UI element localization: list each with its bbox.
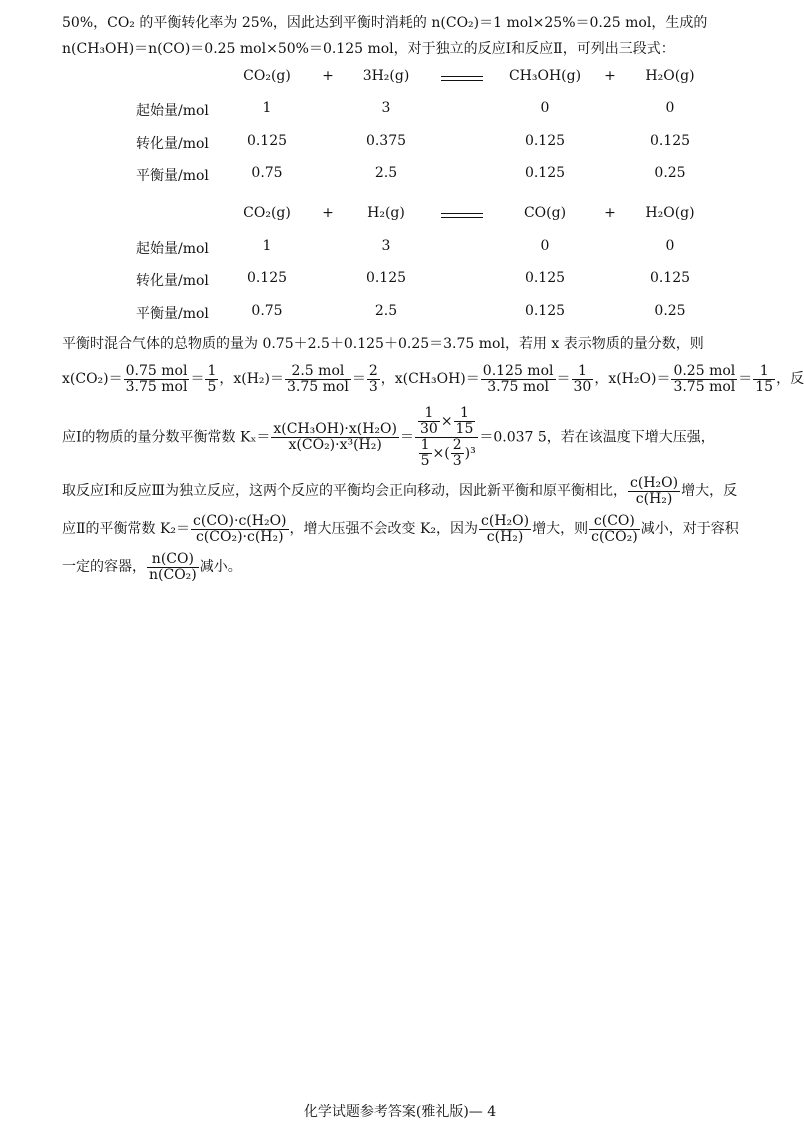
table1-h-plus2: + [604, 68, 616, 84]
kx-result: ＝0.037 5，若在该温度下增大压强， [479, 429, 715, 446]
ratio-nco-nco2: $\frac{n(CO)}{\text{n(CO₂)}}$ [149, 550, 197, 583]
cell: 0.25 [654, 303, 686, 319]
table2-header [0, 205, 800, 225]
cell: 2.5 [374, 165, 398, 181]
cell: 2.5 [374, 303, 398, 319]
table-row [0, 133, 800, 153]
table1-header [0, 68, 800, 88]
xch3oh-fraction: $\frac{\text{0.125 mol}}{\text{3.75 mol}}$ [482, 362, 554, 395]
xh2o-fraction: $\frac{\text{0.25 mol}}{\text{3.75 mol}}$ [673, 362, 736, 395]
table-row [0, 303, 800, 323]
cell: 0.25 [654, 165, 686, 181]
xh2-fraction: $\frac{\text{2.5 mol}}{\text{3.75 mol}}$ [287, 362, 349, 395]
para2-mole-fractions: x(CO₂)＝ $\frac{\text{0.75 mol}}{\text{3.75 mol}}$ ＝ $\frac{1}{5}$ ，x(H₂)＝ $\frac{\text{2.5 mol}}{\text{3.75 mol}}$ ＝ $\frac{2}{3}$ ，x(CH₃OH)＝ $\frac{\text{0.125 mol}}{\text{3.75 mol}}$ ＝ $\frac{1}{30}$ ，x(H₂O)＝ $\frac{\text{0.25 mol}}{\text{3.75 mol}}$ ＝ $\frac{1}{15}$ ，反 [62, 362, 804, 395]
kx-numeric: $\frac{1}{30}$ × $\frac{1}{15}$ $\frac{1}{5}$ ×( $\frac{2}{3}$ )³ [415, 406, 478, 469]
cell: 0.125 [524, 270, 566, 286]
cell: 0 [665, 238, 675, 254]
table2-h-co2: CO₂(g) [243, 205, 291, 221]
table-row [0, 165, 800, 185]
cell: 0.125 [649, 133, 691, 149]
table2-h-h2o: H₂O(g) [645, 205, 695, 221]
ratio-h2o-h2-2: $\frac{\text{c(H₂O)}}{\text{c(H₂)}}$ [481, 512, 530, 545]
table1-h-h2: 3H₂(g) [362, 68, 410, 84]
cell: 0.125 [524, 165, 566, 181]
cell: 0 [540, 238, 550, 254]
table1-h-plus1: + [322, 68, 334, 84]
ratio-h2o-h2: $\frac{\text{c(H₂O)}}{\text{c(H₂)}}$ [630, 474, 679, 507]
cell: 0.125 [246, 133, 288, 149]
cell: 0.75 [251, 303, 283, 319]
row-label: 平衡量/mol [136, 168, 209, 184]
cell: 0.125 [649, 270, 691, 286]
xh2o-label: ，x(H₂O)＝ [594, 371, 671, 387]
table2-h-co: CO(g) [523, 205, 567, 221]
para1-line1: 50%，CO₂ 的平衡转化率为 25%，因此达到平衡时消耗的 n(CO₂)＝1 mol×25%＝0.25 mol，生成的 [62, 15, 708, 31]
cell: 0.375 [365, 133, 407, 149]
cell: 0.125 [365, 270, 407, 286]
para1-line2: n(CH₃OH)＝n(CO)＝0.25 mol×50%＝0.125 mol，对于独立的反应Ⅰ和反应Ⅱ，可列出三段式： [62, 41, 675, 57]
row-label: 转化量/mol [136, 273, 209, 289]
xh2-result: $\frac{2}{3}$ [368, 362, 378, 395]
table2-h-plus2: + [604, 205, 616, 221]
k2-formula: $\frac{\text{c(CO)·c(H₂O)}}{\text{c(CO₂)·c(H₂)}}$ [193, 512, 287, 545]
para3-line3: 一定的容器， $\frac{n(CO)}{\text{n(CO₂)}}$ 减小。 [62, 550, 242, 583]
cell: 0 [665, 100, 675, 116]
row-label: 平衡量/mol [136, 306, 209, 322]
table1-h-h2o: H₂O(g) [645, 68, 695, 84]
cell: 0.125 [524, 133, 566, 149]
xh2-label: ，x(H₂)＝ [219, 371, 284, 387]
xco2-fraction: $\frac{\text{0.75 mol}}{\text{3.75 mol}}$ [125, 362, 188, 395]
cell: 0 [540, 100, 550, 116]
equilibrium-arrow-icon [441, 209, 483, 225]
cell: 1 [262, 100, 272, 116]
para3-line2: 应Ⅱ的平衡常数 K₂＝ $\frac{\text{c(CO)·c(H₂O)}}{\text{c(CO₂)·c(H₂)}}$ ，增大压强不会改变 K₂，因为 $\frac{\text{c(H₂O)}}{\text{c(H₂)}}$ 增大，则 $\frac{c(CO)}{\text{c(CO₂)}}$ 减小，对于容积 [62, 512, 739, 545]
xch3oh-result: $\frac{1}{30}$ [573, 362, 592, 395]
xco2-label: x(CO₂)＝ [62, 371, 123, 387]
equilibrium-arrow-icon [441, 72, 483, 88]
table1-h-co2: CO₂(g) [243, 68, 291, 84]
ratio-co-co2: $\frac{c(CO)}{\text{c(CO₂)}}$ [591, 512, 638, 545]
cell: 0.125 [246, 270, 288, 286]
cell: 0.125 [524, 303, 566, 319]
cell: 3 [381, 100, 391, 116]
table-row [0, 100, 800, 120]
xch3oh-label: ，x(CH₃OH)＝ [380, 371, 480, 387]
cell: 1 [262, 238, 272, 254]
kx-formula: $\frac{\text{x(CH₃OH)·x(H₂O)}}{\text{x(CO₂)·x³(H₂)}}$ [273, 421, 397, 453]
xco2-result: $\frac{1}{5}$ [207, 362, 217, 395]
row-label: 起始量/mol [136, 241, 209, 257]
cell: 0.75 [251, 165, 283, 181]
para2-kx-line: 应Ⅰ的物质的量分数平衡常数 Kₓ＝ $\frac{\text{x(CH₃OH)·x(H₂O)}}{\text{x(CO₂)·x³(H₂)}}$ ＝ $\frac{1}{30}$ × $\frac{1}{15}$ $\frac{1}{5}$ ×( $\frac{2}{3}$ )³ ＝0.037 5，若在该温度下增大压强， [62, 405, 715, 469]
table1-h-ch3oh: CH₃OH(g) [508, 68, 582, 84]
xh2o-result: $\frac{1}{15}$ [755, 362, 774, 395]
row-label: 起始量/mol [136, 103, 209, 119]
table-row [0, 270, 800, 290]
kx-label: 应Ⅰ的物质的量分数平衡常数 Kₓ＝ [62, 429, 271, 446]
cell: 3 [381, 238, 391, 254]
para2-line1: 平衡时混合气体的总物质的量为 0.75＋2.5＋0.125＋0.25＝3.75 mol，若用 x 表示物质的量分数，则 [62, 336, 704, 352]
page-footer: 化学试题参考答案(雅礼版)— 4 [303, 1104, 497, 1120]
row-label: 转化量/mol [136, 136, 209, 152]
table2-h-plus1: + [322, 205, 334, 221]
table2-h-h2: H₂(g) [367, 205, 405, 221]
table-row [0, 238, 800, 258]
para3-line1: 取反应Ⅰ和反应Ⅲ为独立反应，这两个反应的平衡均会正向移动，因此新平衡和原平衡相比， $\frac{\text{c(H₂O)}}{\text{c(H₂)}}$ 增大，反 [62, 474, 738, 507]
